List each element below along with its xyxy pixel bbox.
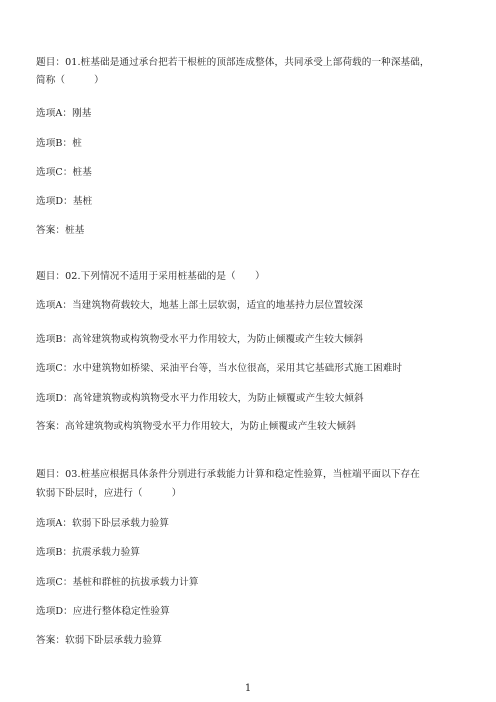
question-3-option-a: 选项A：软弱下卧层承载力验算 (36, 518, 170, 529)
question-1-stem-line-2: 简称（ ） (36, 75, 104, 86)
question-2-option-d: 选项D：高耸建筑物或构筑物受水平力作用较大，为防止倾覆或产生较大倾斜 (36, 393, 364, 404)
question-2-stem: 题目：02.下列情况不适用于采用桩基础的是（ ） (36, 271, 265, 282)
question-1-answer: 答案：桩基 (36, 225, 85, 236)
question-3-stem-line-1: 题目：03.桩基应根据具体条件分别进行承载能力计算和稳定性验算，当桩端平面以下存在 (36, 469, 420, 480)
question-2-option-c: 选项C：水中建筑物如桥梁、采油平台等，当水位很高，采用其它基础形式施工困难时 (36, 363, 403, 374)
question-2-option-b: 选项B：高耸建筑物或构筑物受水平力作用较大，为防止倾覆或产生较大倾斜 (36, 334, 364, 345)
question-1-option-d: 选项D：基桩 (36, 196, 93, 207)
question-1-option-a: 选项A：刚基 (36, 108, 92, 119)
question-1-stem-line-1: 题目：01.桩基础是通过承台把若干根桩的顶部连成整体，共同承受上部荷载的一种深基础， (36, 57, 430, 68)
question-1-option-b: 选项B：桩 (36, 138, 82, 149)
question-3-answer: 答案：软弱下卧层承载力验算 (36, 635, 163, 646)
question-3-stem-line-2: 软弱下卧层时，应进行（ ） (36, 488, 182, 499)
page-number: 1 (244, 683, 252, 694)
question-2-option-a: 选项A：当建筑物荷载较大，地基上部土层软弱，适宜的地基持力层位置较深 (36, 300, 363, 311)
question-2-answer: 答案：高耸建筑物或构筑物受水平力作用较大，为防止倾覆或产生较大倾斜 (36, 421, 356, 432)
question-3-option-d: 选项D：应进行整体稳定性验算 (36, 606, 170, 617)
question-1-option-c: 选项C：桩基 (36, 167, 92, 178)
question-3-option-b: 选项B：抗震承载力验算 (36, 547, 141, 558)
question-3-option-c: 选项C：基桩和群桩的抗拔承载力计算 (36, 577, 199, 588)
